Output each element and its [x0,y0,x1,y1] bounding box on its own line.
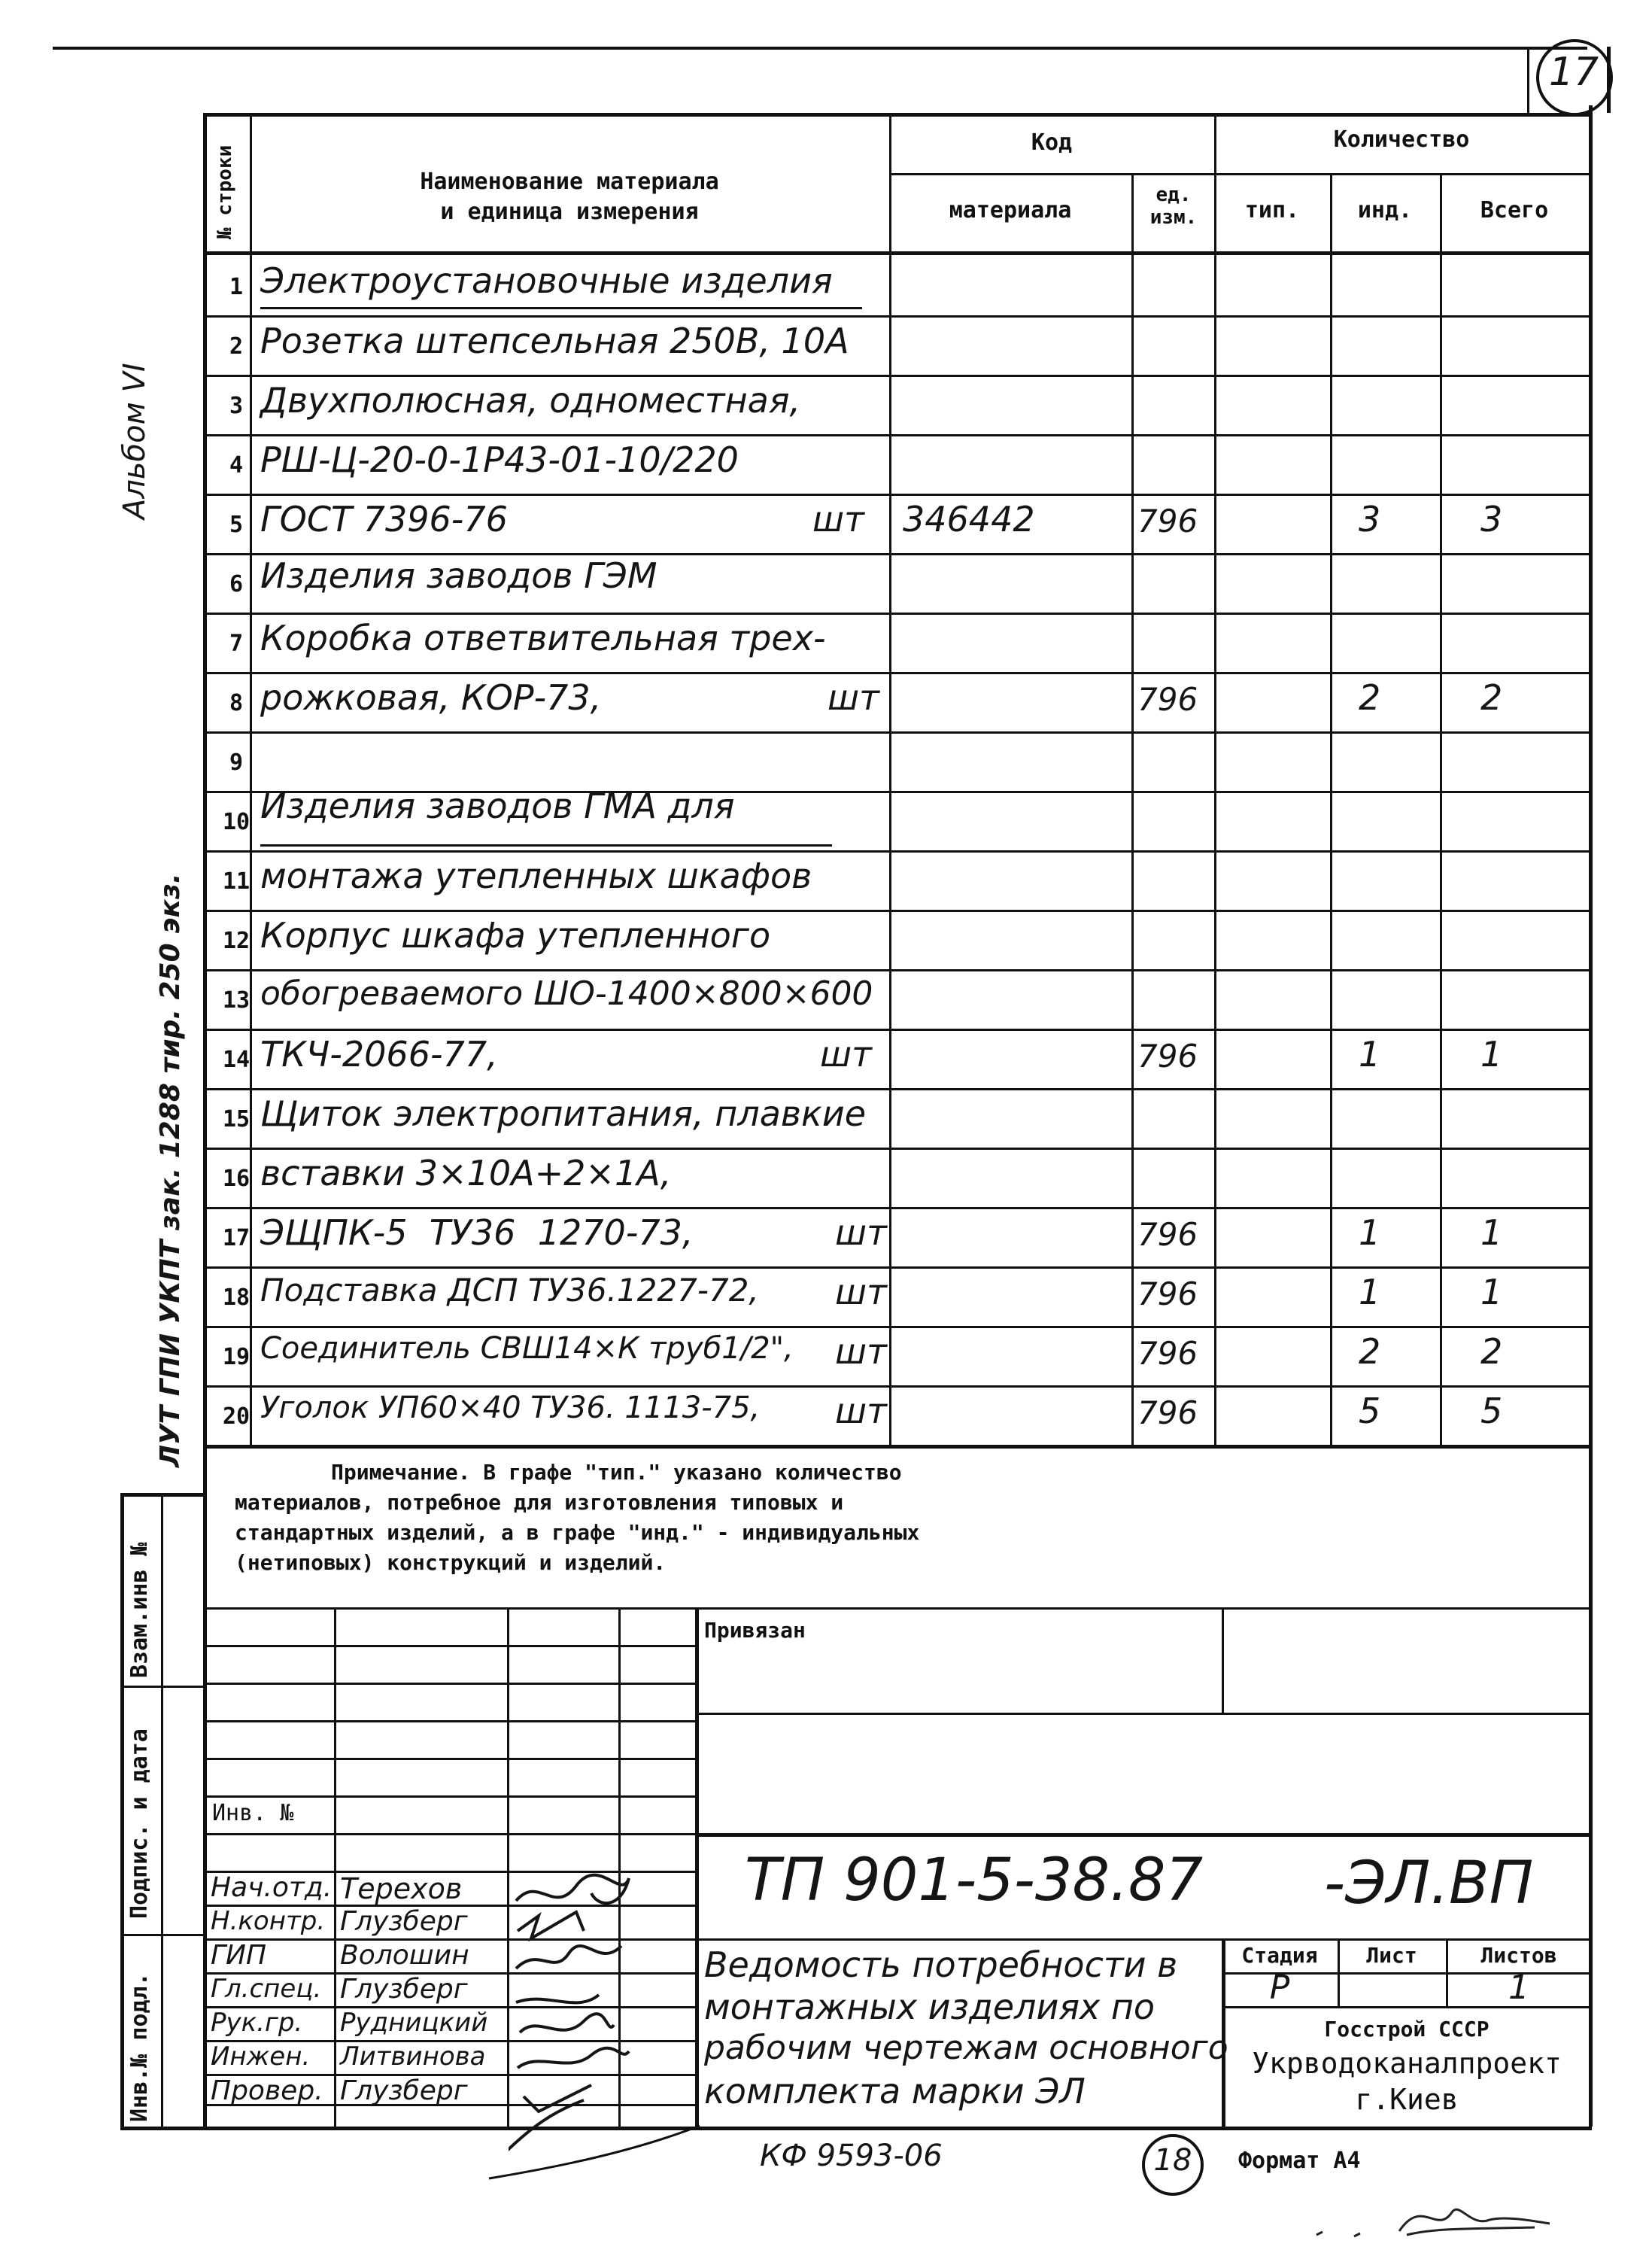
signature-stroke [524,2085,591,2111]
row-number: 15 [222,1106,251,1132]
row-total: 1 [1480,1272,1503,1312]
stamp-org-2: Укрводоканалпроект [1252,2047,1562,2080]
stamp-sheets-label: Листов [1480,1943,1557,1968]
row-total: 3 [1480,499,1503,540]
stamp-person: Терехов [340,1872,463,1905]
row-number: 9 [229,749,244,776]
footer-format: Формат А4 [1238,2148,1361,2174]
stamp-row [203,1795,695,1798]
stamp-row-right [695,1938,1592,1941]
stamp-role: Рук.гр. [211,2008,303,2038]
row-ind: 1 [1359,1272,1381,1312]
stamp-org-3: г.Киев [1355,2083,1459,2116]
row-ind: 5 [1359,1391,1381,1431]
row-unit: 796 [1137,1394,1198,1431]
row-name: Щиток электропитания, плавкие [260,1093,867,1134]
row-name: Изделия заводов ГМА для [260,786,735,826]
note-line: (нетиповых) конструкций и изделий. [235,1550,667,1575]
stamp-role: Гл.спец. [211,1974,322,2004]
side-stamp: ЛУТ ГПИ УКПТ зак. 1288 тир. 250 экз. [155,873,186,1467]
row-unit: 796 [1137,1275,1198,1312]
stamp-role: ГИП [211,1940,267,1971]
row-name: Двухполюсная, одноместная, [260,380,801,421]
album-label: Альбом VI [117,363,152,519]
row-ind: 1 [1359,1034,1381,1075]
stamp-row [203,1720,695,1722]
row-total: 2 [1480,677,1503,718]
side-field-vzam: Взам.инв № [126,1542,153,1678]
frame-curve [481,2122,707,2182]
row-name: ГОСТ 7396-76 [260,499,508,540]
row-number: 6 [229,571,244,597]
row-line [203,375,1592,377]
row-line [203,1029,1592,1031]
side-field-sep [120,1934,205,1936]
row-number: 14 [222,1047,251,1073]
row-line [203,731,1592,734]
signature-stroke [518,2048,629,2068]
page-frame-right-top [1607,47,1611,113]
stamp-person: Рудницкий [340,2008,488,2038]
stamp-role: Провер. [211,2075,323,2106]
note-line: Примечание. В графе "тип." указано количество [331,1460,902,1485]
header-quantity: Количество [1333,126,1470,153]
row-unit-label: шт [812,499,864,540]
side-field-invpodl: Инв.№ подл. [126,1972,153,2122]
table-top-border [203,113,1592,117]
row-line [203,910,1592,912]
stamp-person: Литвинова [340,2042,486,2072]
row-name: ЭЩПК-5 ТУ36 1270-73, [260,1212,694,1253]
row-line [203,1207,1592,1209]
row-total: 2 [1480,1331,1503,1372]
side-field-podpis: Подпис. и дата [126,1728,153,1919]
row-number: 2 [229,333,244,360]
footer-circle-number: 18 [1153,2143,1192,2178]
stamp-stage-label: Стадия [1241,1943,1318,1968]
row-code: 346442 [903,499,1035,540]
signatures [509,1871,697,2157]
row-name: Коробка ответвительная трех- [260,618,826,658]
signature-stroke [516,1995,599,2002]
table-left-border [203,113,207,2127]
stamp-title: Ведомость потребности в [704,1944,1178,1985]
stamp-row [203,1833,695,1835]
row-number: 20 [222,1403,251,1430]
col-name-line [889,113,891,1445]
stamp-row [203,1758,695,1760]
stamp-role: Инжен. [211,2042,311,2072]
stamp-person: Волошин [340,1940,469,1971]
row-number: 5 [229,512,244,538]
section-underline [260,844,832,847]
row-line [203,613,1592,615]
header-mid-line [889,173,1589,175]
header-qty-ind: инд. [1357,197,1413,223]
row-number: 11 [222,868,251,895]
header-code: Код [1031,129,1073,156]
row-number: 18 [222,1284,251,1311]
row-name: обогреваемого ШО-1400×800×600 [260,974,873,1013]
row-name: вставки 3×10А+2×1А, [260,1153,672,1193]
col-total-line [1440,173,1442,1445]
signature-stroke [518,1912,584,1938]
note-line: материалов, потребное для изготовления типовых и [235,1490,844,1515]
row-unit-label: шт [820,1034,872,1075]
stamp-row-right [695,1713,1592,1715]
stamp-top-line [203,1607,1592,1610]
stamp-person: Глузберг [340,1974,468,2005]
row-number: 19 [222,1344,251,1370]
row-number: 4 [229,452,244,479]
side-field-left [120,1493,124,2127]
row-line [203,969,1592,971]
stamp-row [203,1683,695,1685]
row-total: 5 [1480,1391,1503,1431]
header-name-2: и единица измерения [440,199,699,225]
header-name: Наименование материала [420,169,719,195]
side-field-bottom [120,2127,205,2130]
row-number: 8 [229,690,244,716]
row-number: 13 [222,987,251,1014]
table-body-bottom [203,1445,1592,1449]
side-field-mid [161,1493,163,2127]
row-number: 1 [229,274,244,300]
stamp-privyazan: Привязан [704,1618,806,1643]
row-ind: 2 [1359,1331,1381,1372]
table-right-border [1589,105,1593,2127]
side-field-sep [120,1686,205,1688]
stamp-col-privyazan [1222,1607,1224,1713]
page-number: 17 [1548,50,1599,95]
row-line [203,434,1592,436]
doc-code: ТП 901-5-38.87 [745,1847,1204,1914]
stamp-row-right [695,1833,1592,1837]
row-ind: 3 [1359,499,1381,540]
col-unit-line [1131,173,1134,1445]
page-frame-mid [1527,47,1529,113]
row-name: Уголок УП60×40 ТУ36. 1113-75, [260,1391,761,1425]
row-unit-label: шт [835,1272,887,1312]
row-number: 16 [222,1166,251,1192]
section-underline [260,307,862,309]
row-number: 3 [229,393,244,419]
row-number: 12 [222,928,251,954]
stamp-title: монтажных изделиях по [704,1987,1155,2027]
row-line [203,1385,1592,1388]
header-bottom-line [203,251,1592,255]
row-unit: 796 [1137,681,1198,718]
col-ind-line [1330,173,1332,1445]
row-unit: 796 [1137,1038,1198,1075]
row-total: 1 [1480,1212,1503,1253]
row-line [203,1088,1592,1090]
header-code-material: материала [949,197,1072,223]
row-name: Электроустановочные изделия [260,260,833,301]
stamp-col [334,1607,336,2127]
row-name: рожковая, КОР-73, [260,677,602,718]
side-field-top [120,1493,205,1497]
stamp-row [203,1645,695,1647]
row-number: 10 [222,809,251,835]
stamp-inv-no: Инв. № [212,1800,294,1826]
row-ind: 1 [1359,1212,1381,1253]
row-name: Подставка ДСП ТУ36.1227-72, [260,1272,759,1309]
bottom-signature [1309,2182,1565,2250]
row-unit-label: шт [835,1331,887,1372]
row-line [203,1326,1592,1328]
stamp-role: Н.контр. [211,1906,326,1936]
col-typ-line [1214,113,1216,1445]
row-ind: 2 [1359,677,1381,718]
row-number: 7 [229,631,244,657]
row-unit: 796 [1137,503,1198,540]
row-name: монтажа утепленных шкафов [260,856,812,896]
header-qty-total: Всего [1480,197,1549,223]
stamp-title: рабочим чертежам основного [704,2029,1228,2067]
row-number: 17 [222,1225,251,1251]
row-unit-label: шт [835,1391,887,1431]
signature-stroke [520,2014,614,2032]
stamp-sheets: 1 [1508,1969,1529,2007]
stamp-org-1: Госстрой СССР [1324,2017,1490,2042]
stamp-person: Глузберг [340,2075,468,2106]
row-name: Соединитель СВШ14×К труб1/2", [260,1331,794,1366]
stamp-sheet-label: Лист [1366,1943,1417,1968]
stamp-role: Нач.отд. [211,1872,333,1903]
row-line [203,494,1592,496]
stamp-person: Глузберг [340,1906,468,1937]
signature-stroke [516,1946,621,1969]
row-line [203,315,1592,318]
row-name: Корпус шкафа утепленного [260,915,771,956]
top-border-line [53,47,1587,50]
row-unit: 796 [1137,1335,1198,1372]
doc-suffix: -ЭЛ.ВП [1324,1850,1534,1917]
header-code-unit: ед. изм. [1149,184,1198,229]
row-total: 1 [1480,1034,1503,1075]
row-name: ТКЧ-2066-77, [260,1034,498,1075]
note-line: стандартных изделий, а в графе "инд." - индивидуальных [235,1520,920,1545]
row-name: Изделия заводов ГЭМ [260,555,657,596]
row-line [203,672,1592,674]
header-qty-typ: тип. [1244,197,1300,223]
row-line [203,1266,1592,1269]
stamp-stage: Р [1269,1969,1290,2007]
row-name: РШ-Ц-20-0-1Р43-01-10/220 [260,439,739,480]
header-row-no: № строки [214,144,236,239]
stamp-bottom [203,2127,1592,2130]
row-unit: 796 [1137,1216,1198,1253]
signature-stroke [516,1875,629,1903]
row-line [203,1148,1592,1150]
row-name: Розетка штепсельная 250В, 10А [260,321,849,361]
row-unit-label: шт [828,677,879,718]
footer-kf: КФ 9593-06 [760,2139,943,2173]
stamp-title: комплекта марки ЭЛ [704,2071,1086,2111]
row-line [203,850,1592,853]
row-unit-label: шт [835,1212,887,1253]
